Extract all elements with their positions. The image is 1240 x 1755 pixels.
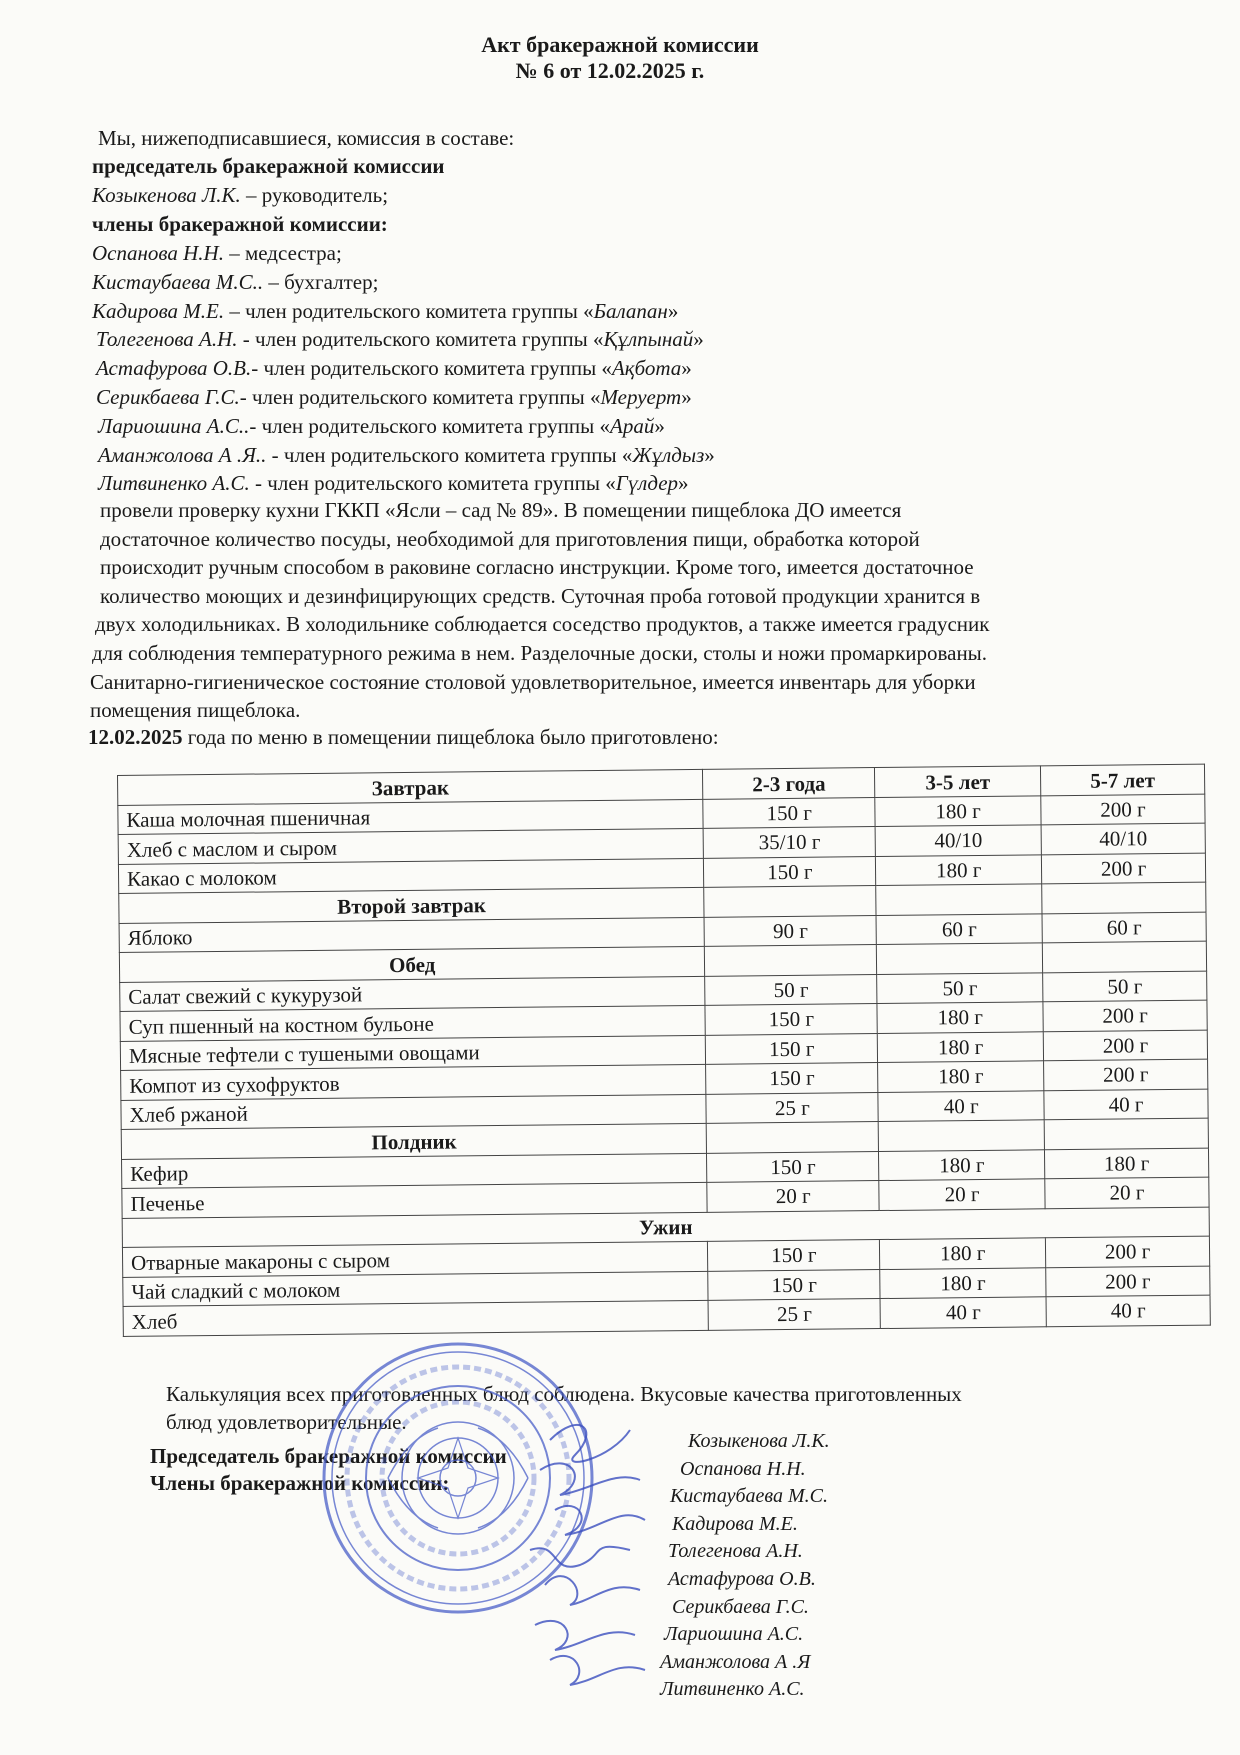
menu-intro-text: года по меню в помещении пищеблока было приготовлено: xyxy=(182,725,719,749)
member-role: – медсестра; xyxy=(223,241,342,265)
document-number: № 6 от 12.02.2025 г. xyxy=(515,58,705,83)
member-name: Толегенова А.Н. xyxy=(96,327,238,352)
dish-name: Отварные макароны с сыром xyxy=(122,1241,708,1277)
dish-name: Яблоко xyxy=(119,917,705,953)
member-role: – член родительского комитета группы « xyxy=(224,298,594,323)
member-role: - член родительского комитета группы « xyxy=(239,385,601,409)
member-group: Ақбота xyxy=(611,356,682,381)
member-line xyxy=(96,326,704,352)
portion-cell: 180 г xyxy=(879,1149,1045,1180)
dish-name: Какао с молоком xyxy=(118,858,704,894)
portion-cell: 40 г xyxy=(880,1297,1046,1328)
portion-cell: 200 г xyxy=(1041,853,1205,884)
signer-name: Астафурова О.В. xyxy=(668,1567,816,1590)
chair-role: – руководитель; xyxy=(240,183,389,207)
body-line: достаточное количество посуды, необходимой для приготовления пищи, обработка которой xyxy=(100,526,920,551)
portion-cell: 50 г xyxy=(705,974,877,1005)
portion-cell: 200 г xyxy=(1046,1266,1210,1297)
column-header-meal: Завтрак xyxy=(118,769,704,805)
empty-cell xyxy=(707,1122,879,1153)
portion-cell: 50 г xyxy=(1043,971,1207,1002)
portion-cell: 60 г xyxy=(1042,912,1206,943)
menu-table-body xyxy=(118,794,1211,1336)
dish-name: Чай сладкий с молоком xyxy=(123,1271,709,1307)
member-role: - член родительского комитета группы « xyxy=(249,413,611,438)
portion-cell: 150 г xyxy=(705,1004,877,1035)
signer-name: Оспанова Н.Н. xyxy=(680,1457,806,1480)
portion-cell: 150 г xyxy=(708,1240,880,1271)
portion-cell: 25 г xyxy=(708,1299,880,1330)
member-role: – бухгалтер; xyxy=(263,269,379,294)
portion-cell: 90 г xyxy=(704,915,876,946)
portion-cell: 200 г xyxy=(1044,1059,1208,1090)
body-line: для соблюдения температурного режима в нем. Разделочные доски, столы и ножи промаркированы. xyxy=(92,641,988,665)
section-title: Полдник xyxy=(121,1123,707,1159)
member-group: Гүлдер xyxy=(615,471,679,496)
member-name: Серикбаева Г.С. xyxy=(96,385,240,409)
member-name: Астафурова О.В. xyxy=(96,356,252,381)
portion-cell: 40 г xyxy=(1046,1295,1210,1326)
signer-name: Козыкенова Л.К. xyxy=(688,1430,830,1452)
dish-name: Хлеб xyxy=(123,1300,709,1336)
member-group: Жұлдыз xyxy=(632,442,705,467)
conclusion-line: блюд удовлетворительные. xyxy=(166,1410,407,1434)
body-line: Санитарно-гигиеническое состояние столовой удовлетворительное, имеется инвентарь для уборки xyxy=(90,669,976,694)
member-role: - член родительского комитета группы « xyxy=(237,327,604,352)
empty-cell xyxy=(704,886,876,917)
member-group: Меруерт xyxy=(600,385,682,409)
menu-date: 12.02.2025 xyxy=(88,725,183,749)
portion-cell: 180 г xyxy=(875,795,1041,826)
member-line xyxy=(98,470,689,496)
member-line xyxy=(92,240,342,266)
member-line xyxy=(98,442,715,468)
member-group-close: » xyxy=(681,385,692,409)
member-group-close: » xyxy=(678,471,689,496)
empty-cell xyxy=(705,945,877,976)
empty-cell xyxy=(877,943,1043,974)
member-line xyxy=(92,298,678,324)
member-line xyxy=(98,413,665,439)
portion-cell: 200 г xyxy=(1043,1030,1207,1061)
dish-name: Хлеб с маслом и сыром xyxy=(118,828,704,864)
section-title: Обед xyxy=(119,946,705,982)
member-name: Лариошина А.С.. xyxy=(98,413,250,438)
body-line: помещения пищеблока. xyxy=(90,698,301,723)
chair-label: председатель бракеражной комиссии xyxy=(92,154,445,178)
dish-name: Каша молочная пшеничная xyxy=(118,799,704,835)
signers-list xyxy=(660,1428,830,1704)
portion-cell: 50 г xyxy=(877,972,1043,1003)
signer-name: Литвиненко А.С. xyxy=(660,1678,805,1701)
dish-name: Салат свежий с кукурузой xyxy=(120,976,706,1012)
member-name: Кадирова М.Е. xyxy=(92,298,225,323)
body-line: двух холодильниках. В холодильнике соблюдается соседство продуктов, а также имеется градусник xyxy=(95,612,990,637)
portion-cell: 150 г xyxy=(706,1063,878,1094)
portion-cell: 150 г xyxy=(703,797,875,828)
body-line: происходит ручным способом в раковине согласно инструкции. Кроме того, имеется достаточное xyxy=(100,555,974,580)
portion-cell: 180 г xyxy=(878,1061,1044,1092)
portion-cell: 180 г xyxy=(877,1031,1043,1062)
signer-name: Лариошина А.С. xyxy=(664,1623,804,1646)
dish-name: Суп пшенный на костном бульоне xyxy=(120,1005,706,1041)
empty-cell xyxy=(876,884,1042,915)
empty-cell xyxy=(1042,882,1206,913)
dish-name: Кефир xyxy=(122,1153,708,1189)
portion-cell: 180 г xyxy=(877,1002,1043,1033)
member-line xyxy=(96,384,692,410)
member-name: Кистаубаева М.С.. xyxy=(92,269,264,294)
portion-cell: 200 г xyxy=(1046,1236,1210,1267)
portion-cell: 180 г xyxy=(880,1238,1046,1269)
portion-cell: 60 г xyxy=(876,913,1042,944)
column-header-age-3-5: 3-5 лет xyxy=(875,766,1041,797)
menu-table xyxy=(117,764,1211,1337)
handwritten-signatures xyxy=(520,1400,660,1700)
member-group-close: » xyxy=(654,413,665,438)
portion-cell: 200 г xyxy=(1043,1000,1207,1031)
member-group: Құлпынай xyxy=(603,327,694,352)
portion-cell: 40 г xyxy=(1044,1089,1208,1120)
menu-intro-line xyxy=(88,724,719,750)
column-header-age-5-7: 5-7 лет xyxy=(1041,764,1205,795)
dish-name: Хлеб ржаной xyxy=(121,1094,707,1130)
signer-name: Кадирова М.Е. xyxy=(672,1512,798,1535)
chair-name: Козыкенова Л.К. xyxy=(92,183,241,207)
member-group: Балапан xyxy=(593,298,668,323)
portion-cell: 180 г xyxy=(880,1267,1046,1298)
empty-cell xyxy=(1042,941,1206,972)
signer-name: Серикбаева Г.С. xyxy=(672,1595,809,1618)
member-name: Литвиненко А.С. xyxy=(98,471,250,496)
portion-cell: 35/10 г xyxy=(703,827,875,858)
document-title: Акт бракеражной комиссии xyxy=(481,32,759,57)
column-header-age-2-3: 2-3 года xyxy=(703,768,875,799)
portion-cell: 40/10 xyxy=(875,825,1041,856)
empty-cell xyxy=(1044,1118,1208,1149)
member-group-close: » xyxy=(693,327,704,352)
portion-cell: 150 г xyxy=(706,1033,878,1064)
portion-cell: 150 г xyxy=(708,1269,880,1300)
member-name: Оспанова Н.Н. xyxy=(92,241,224,265)
chair-line xyxy=(92,182,388,208)
footer-chair-label: Председатель бракеражной комиссии xyxy=(150,1444,507,1468)
member-role: - член родительского комитета группы « xyxy=(249,471,616,496)
member-line xyxy=(96,355,692,381)
portion-cell: 150 г xyxy=(707,1151,879,1182)
members-label: члены бракеражной комиссии: xyxy=(92,212,388,236)
portion-cell: 20 г xyxy=(707,1181,879,1212)
portion-cell: 40/10 xyxy=(1041,823,1205,854)
member-group-close: » xyxy=(667,298,679,323)
body-line: количество моющих и дезинфицирующих средств. Суточная проба готовой продукции хранится в xyxy=(100,583,981,608)
portion-cell: 20 г xyxy=(879,1179,1045,1210)
portion-cell: 40 г xyxy=(878,1090,1044,1121)
portion-cell: 25 г xyxy=(706,1092,878,1123)
member-line xyxy=(92,269,378,295)
portion-cell: 180 г xyxy=(1045,1148,1209,1179)
member-group: Арай xyxy=(610,413,655,438)
member-group-close: » xyxy=(681,356,692,381)
signer-name: Аманжолова А .Я xyxy=(660,1650,811,1673)
member-role: - член родительского комитета группы « xyxy=(251,356,612,381)
portion-cell: 200 г xyxy=(1041,794,1205,825)
portion-cell: 150 г xyxy=(704,856,876,887)
portion-cell: 180 г xyxy=(876,854,1042,885)
dish-name: Компот из сухофруктов xyxy=(121,1064,707,1100)
intro-line: Мы, нижеподписавшиеся, комиссия в составе: xyxy=(98,126,515,150)
portion-cell: 20 г xyxy=(1045,1177,1209,1208)
signer-name: Толегенова А.Н. xyxy=(668,1540,803,1563)
dish-name: Печенье xyxy=(122,1182,708,1218)
section-title: Второй завтрак xyxy=(119,887,705,923)
footer-members-label: Члены бракеражной комиссии: xyxy=(150,1471,450,1495)
dish-name: Мясные тефтели с тушеными овощами xyxy=(120,1035,706,1071)
conclusion-line: Калькуляция всех приготовленных блюд соблюдена. Вкусовые качества приготовленных xyxy=(166,1382,962,1406)
body-line: провели проверку кухни ГККП «Ясли – сад № 89». В помещении пищеблока ДО имеется xyxy=(100,498,902,522)
member-name: Аманжолова А .Я.. xyxy=(98,442,267,467)
section-title: Ужин xyxy=(122,1207,1209,1248)
member-group-close: » xyxy=(704,442,715,467)
signer-name: Кистаубаева М.С. xyxy=(670,1485,828,1508)
empty-cell xyxy=(878,1120,1044,1151)
member-role: - член родительского комитета группы « xyxy=(266,442,633,467)
